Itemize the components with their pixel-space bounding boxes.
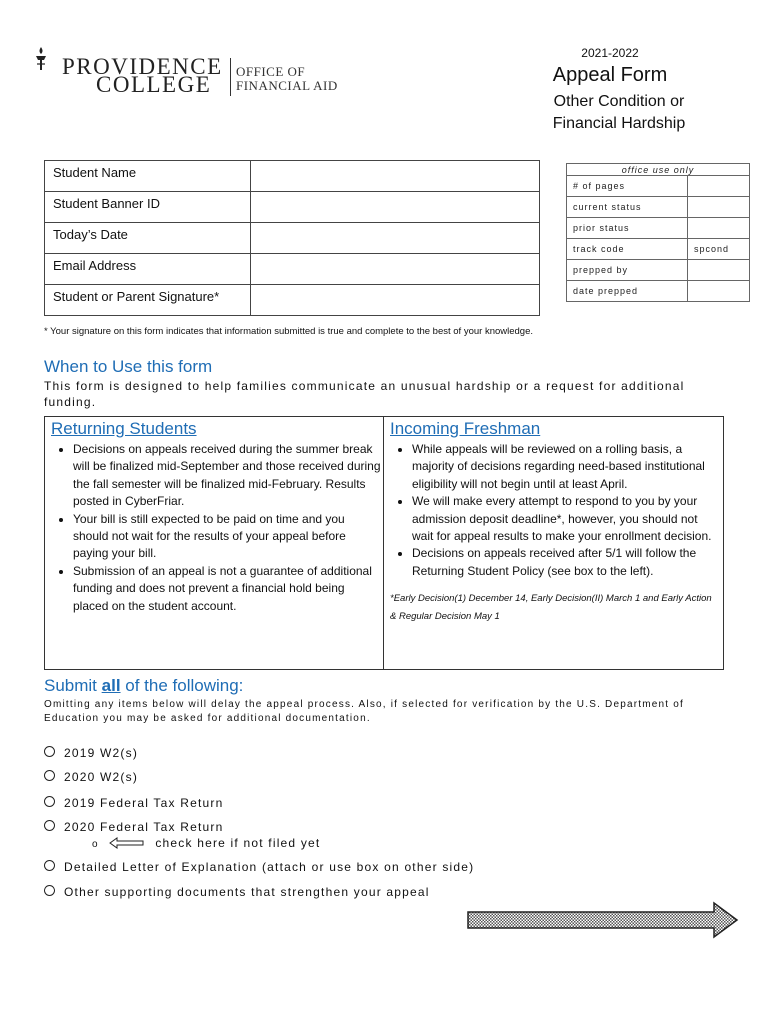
student-row [45,223,540,254]
list-item: • Your bill is still expected to be paid on time and you should not wait for the results of your appeal before paying your bill. [73,511,381,563]
email-label: Email Address [45,254,251,285]
signature-note: * Your signature on this form indicates that information submitted is true and complete to the best of your knowledge. [44,326,533,337]
checklist-label: Detailed Letter of Explanation (attach or use box on other side) [64,860,475,874]
radio-circle-icon[interactable] [44,770,55,781]
radio-circle-icon[interactable] [44,746,55,757]
policy-box-divider [383,417,384,669]
signature-field[interactable] [251,285,540,316]
when-body: This form is designed to help families communicate an unusual hardship or a request for additional funding. [44,379,685,409]
submit-heading-emphasis: all [101,676,121,695]
not-filed-label: check here if not filed yet [155,836,321,850]
office-label-prepped-by: prepped by [567,260,688,281]
signature-label: Student or Parent Signature* [45,285,251,316]
logo-text-providence: PROVIDENCE [62,54,223,79]
email-field[interactable] [251,254,540,285]
sub-bullet[interactable]: o [92,839,99,850]
list-item: • Decisions on appeals received after 5/1 will follow the Returning Student Policy (see box to the left). [412,545,720,580]
submit-body: Omitting any items below will delay the appeal process. Also, if selected for verification by the U.S. Department of Education you may be asked for additional documentation. [44,699,684,724]
office-value-pages[interactable] [688,176,750,197]
checklist-label: 2020 Federal Tax Return [64,820,224,834]
radio-circle-icon[interactable] [44,885,55,896]
radio-circle-icon[interactable] [44,860,55,871]
checklist-item-2020-tax[interactable] [44,820,223,834]
list-item: • Decisions on appeals received during the summer break will be finalized mid-September and those received during the fall semester will be finalized mid-February. Results posted in CyberFriar. [73,441,381,511]
office-value-date-prepped[interactable] [688,281,750,302]
checklist-item-letter[interactable] [44,860,474,874]
list-item: • While appeals will be reviewed on a rolling basis, a majority of decisions regarding need-based institutional eligibility will not begin until at least April. [412,441,720,493]
student-row [45,254,540,285]
student-name-label: Student Name [45,161,251,192]
list-item: • We will make every attempt to respond to you by your admission deposit deadline*, however, you should not wait for appeal results to make your enrollment decision. [412,493,720,545]
not-filed-checkbox-row[interactable] [92,836,320,850]
submit-heading-post: of the following: [120,676,244,695]
submit-heading-pre: Submit [44,676,102,695]
office-value-prior-status[interactable] [688,218,750,239]
office-label-date-prepped: date prepped [567,281,688,302]
office-label-current-status: current status [567,197,688,218]
logo-divider [230,58,231,96]
checklist-label: Other supporting documents that strengthen your appeal [64,885,430,899]
student-info-table [44,160,540,316]
form-title-block [476,46,726,135]
submit-heading [44,676,243,696]
logo-office-line2: FINANCIAL AID [236,78,338,93]
checklist-label: 2019 Federal Tax Return [64,796,224,810]
checklist-item-2019-w2[interactable] [44,746,138,760]
incoming-freshman-heading: Incoming Freshman [390,419,541,438]
banner-id-label: Student Banner ID [45,192,251,223]
date-label: Today’s Date [45,223,251,254]
policy-box [44,416,724,670]
checklist-item-2020-w2[interactable] [44,770,138,784]
incoming-freshman-list [390,441,720,580]
form-subtitle-line1: Other Condition or [553,93,685,110]
incoming-freshman-column [390,419,720,626]
student-row [45,192,540,223]
torch-icon [34,46,48,76]
date-field[interactable] [251,223,540,254]
logo-text-college: COLLEGE [96,72,212,97]
office-value-current-status[interactable] [688,197,750,218]
returning-students-list [51,441,381,615]
radio-circle-icon[interactable] [44,796,55,807]
list-item: • Submission of an appeal is not a guarantee of additional funding and does not prevent a financial hold being placed on the student account. [73,563,381,615]
checklist-label: 2020 W2(s) [64,770,139,784]
checklist-item-other[interactable] [44,885,430,899]
office-label-track-code: track code [567,239,688,260]
returning-students-column [51,419,381,615]
decision-dates-footnote: *Early Decision(1) December 14, Early Decision(II) March 1 and Early Action & Regular Decision May 1 [390,593,712,623]
form-title: Appeal Form [552,64,668,86]
checklist-item-2019-tax[interactable] [44,796,223,810]
banner-id-field[interactable] [251,192,540,223]
office-value-track-code[interactable]: spcond [688,239,750,260]
when-heading: When to Use this form [44,357,213,376]
office-label-prior-status: prior status [567,218,688,239]
office-label-pages: # of pages [567,176,688,197]
office-value-prepped-by[interactable] [688,260,750,281]
student-name-field[interactable] [251,161,540,192]
checklist-label: 2019 W2(s) [64,746,139,760]
office-use-header: office use only [567,164,750,176]
left-arrow-icon [109,837,145,849]
college-logo [34,46,354,96]
office-use-table [566,163,750,302]
student-row [45,285,540,316]
form-subtitle-line2: Financial Hardship [552,115,686,132]
returning-students-heading: Returning Students [51,419,197,438]
right-arrow-icon [466,900,740,940]
logo-office-line1: OFFICE OF [236,64,306,79]
form-year: 2021-2022 [581,46,639,60]
student-row [45,161,540,192]
radio-circle-icon[interactable] [44,820,55,831]
